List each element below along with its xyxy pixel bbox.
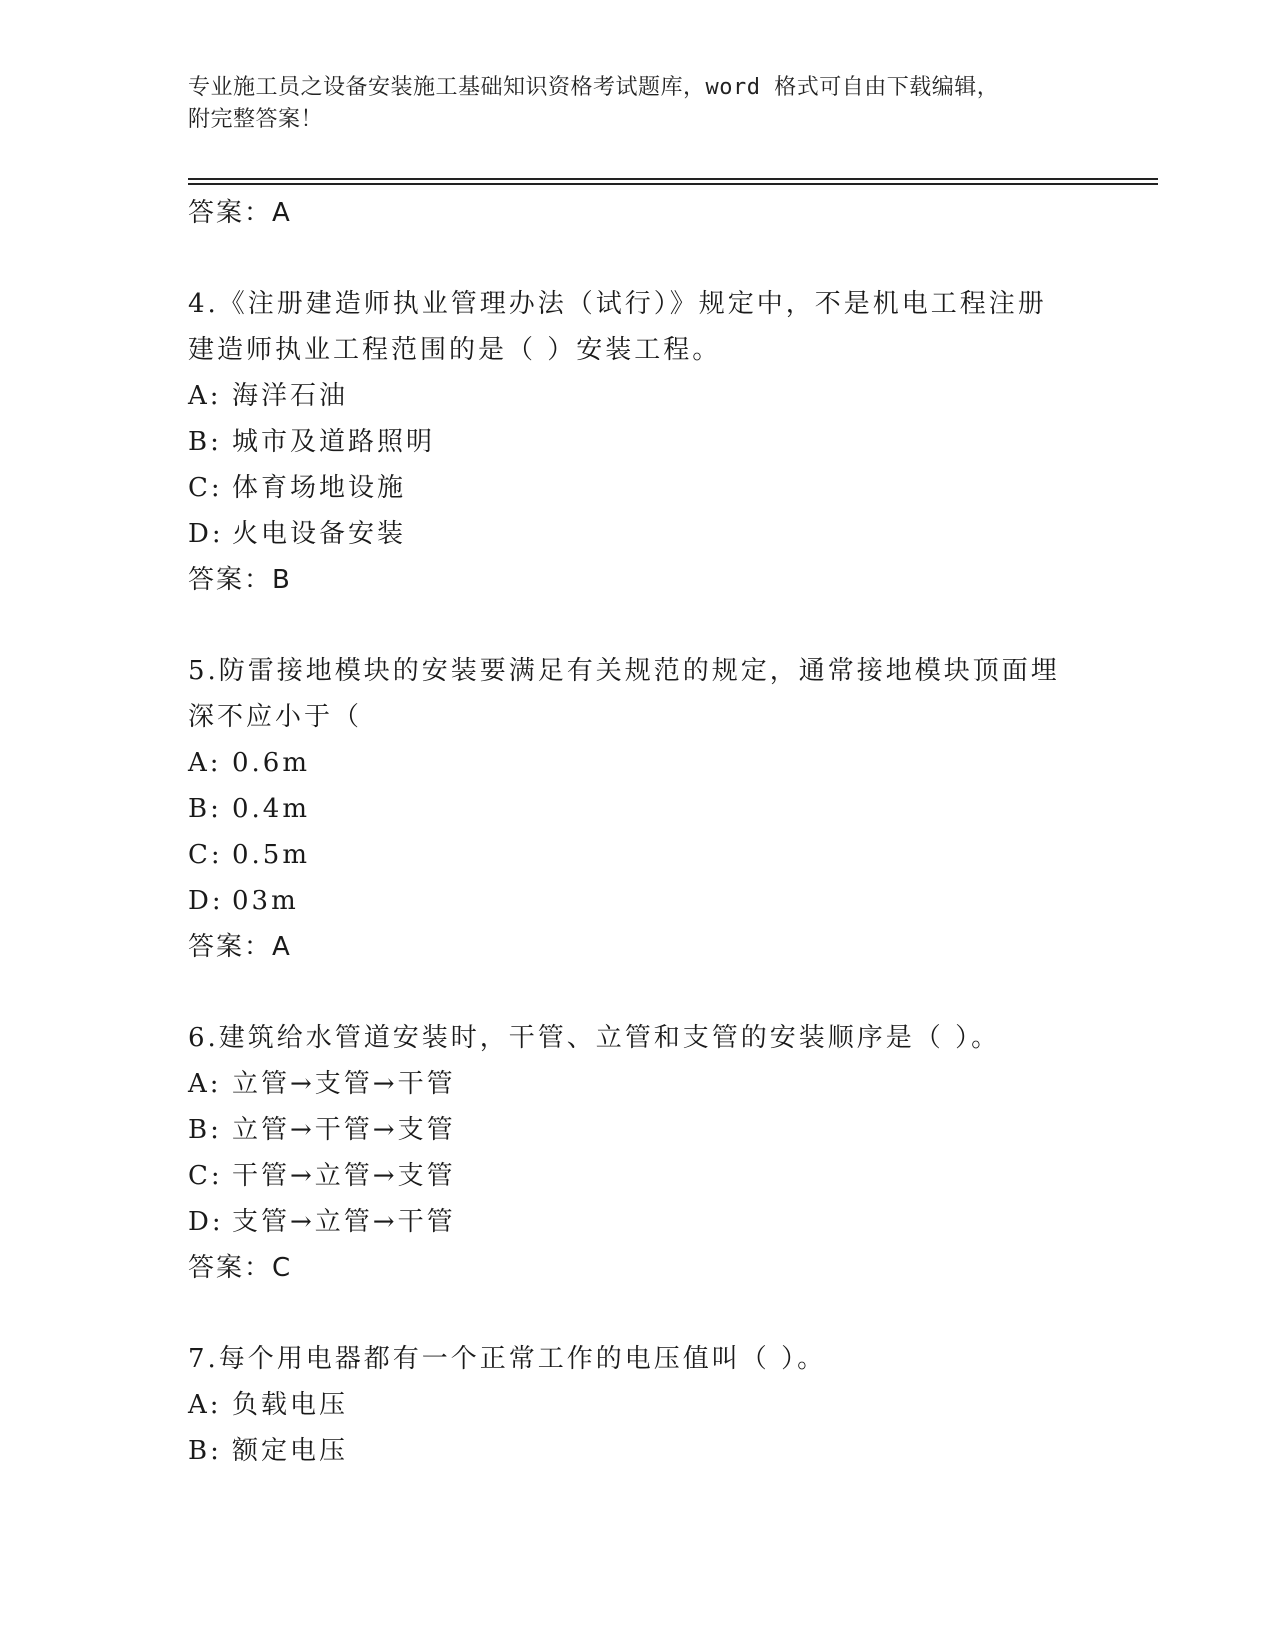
- option-text: 负载电压: [232, 1390, 349, 1420]
- option-a: [188, 373, 1088, 419]
- option-text: 0.6m: [232, 748, 311, 778]
- option-letter: A:: [188, 748, 222, 778]
- option-text: 体育场地设施: [232, 473, 407, 503]
- option-letter: C:: [188, 1161, 223, 1191]
- option-letter: D:: [188, 886, 224, 916]
- option-text: 额定电压: [232, 1436, 349, 1466]
- option-text: 城市及道路照明: [232, 427, 436, 457]
- option-text: 03m: [232, 886, 299, 916]
- option-text: 干管→立管→支管: [232, 1161, 456, 1191]
- option-b: [188, 1107, 1088, 1153]
- question-block: [188, 648, 1088, 970]
- question-text-line-2: 建造师执业工程范围的是（ ）安装工程。: [188, 335, 722, 365]
- option-letter: C:: [188, 473, 223, 503]
- option-text: 支管→立管→干管: [232, 1207, 456, 1237]
- header-line-1: 专业施工员之设备安装施工基础知识资格考试题库，word 格式可自由下载编辑，: [188, 75, 1000, 100]
- header-divider-top: [188, 178, 1158, 180]
- question-list: [188, 190, 1088, 1474]
- previous-answer: 答案：A: [188, 198, 292, 228]
- option-letter: A:: [188, 1390, 222, 1420]
- document-header: [188, 72, 1088, 136]
- option-letter: A:: [188, 1069, 222, 1099]
- question-block: [188, 281, 1088, 603]
- option-a: [188, 1382, 1088, 1428]
- option-c: [188, 832, 1088, 878]
- option-letter: D:: [188, 519, 224, 549]
- question-text-line-2: 深不应小于（: [188, 702, 363, 732]
- option-text: 0.4m: [232, 794, 311, 824]
- option-letter: B:: [188, 1436, 222, 1466]
- answer-line: 答案：B: [188, 565, 292, 595]
- option-letter: B:: [188, 427, 222, 457]
- option-c: [188, 1153, 1088, 1199]
- option-letter: B:: [188, 794, 222, 824]
- option-text: 0.5m: [232, 840, 311, 870]
- option-d: [188, 511, 1088, 557]
- question-text-line-1: 6.建筑给水管道安装时，干管、立管和支管的安装顺序是（ ）。: [188, 1023, 1001, 1053]
- option-text: 火电设备安装: [232, 519, 407, 549]
- question-text-line-1: 5.防雷接地模块的安装要满足有关规范的规定，通常接地模块顶面埋: [188, 656, 1060, 686]
- option-a: [188, 1061, 1088, 1107]
- option-letter: C:: [188, 840, 223, 870]
- question-text-line-1: 4.《注册建造师执业管理办法（试行）》规定中，不是机电工程注册: [188, 289, 1047, 319]
- question-block: [188, 1336, 1088, 1474]
- option-text: 海洋石油: [232, 381, 349, 411]
- option-d: [188, 1199, 1088, 1245]
- option-text: 立管→支管→干管: [232, 1069, 456, 1099]
- option-c: [188, 465, 1088, 511]
- option-text: 立管→干管→支管: [232, 1115, 456, 1145]
- answer-line: 答案：A: [188, 932, 292, 962]
- option-letter: D:: [188, 1207, 224, 1237]
- option-d: [188, 878, 1088, 924]
- header-divider-bottom: [188, 183, 1158, 185]
- option-a: [188, 740, 1088, 786]
- question-text-line-1: 7.每个用电器都有一个正常工作的电压值叫（ ）。: [188, 1344, 827, 1374]
- answer-line: 答案：C: [188, 1253, 293, 1283]
- option-b: [188, 419, 1088, 465]
- option-letter: B:: [188, 1115, 222, 1145]
- question-block: [188, 1015, 1088, 1291]
- option-b: [188, 786, 1088, 832]
- option-b: [188, 1428, 1088, 1474]
- header-line-2: 附完整答案！: [188, 107, 324, 132]
- option-letter: A:: [188, 381, 222, 411]
